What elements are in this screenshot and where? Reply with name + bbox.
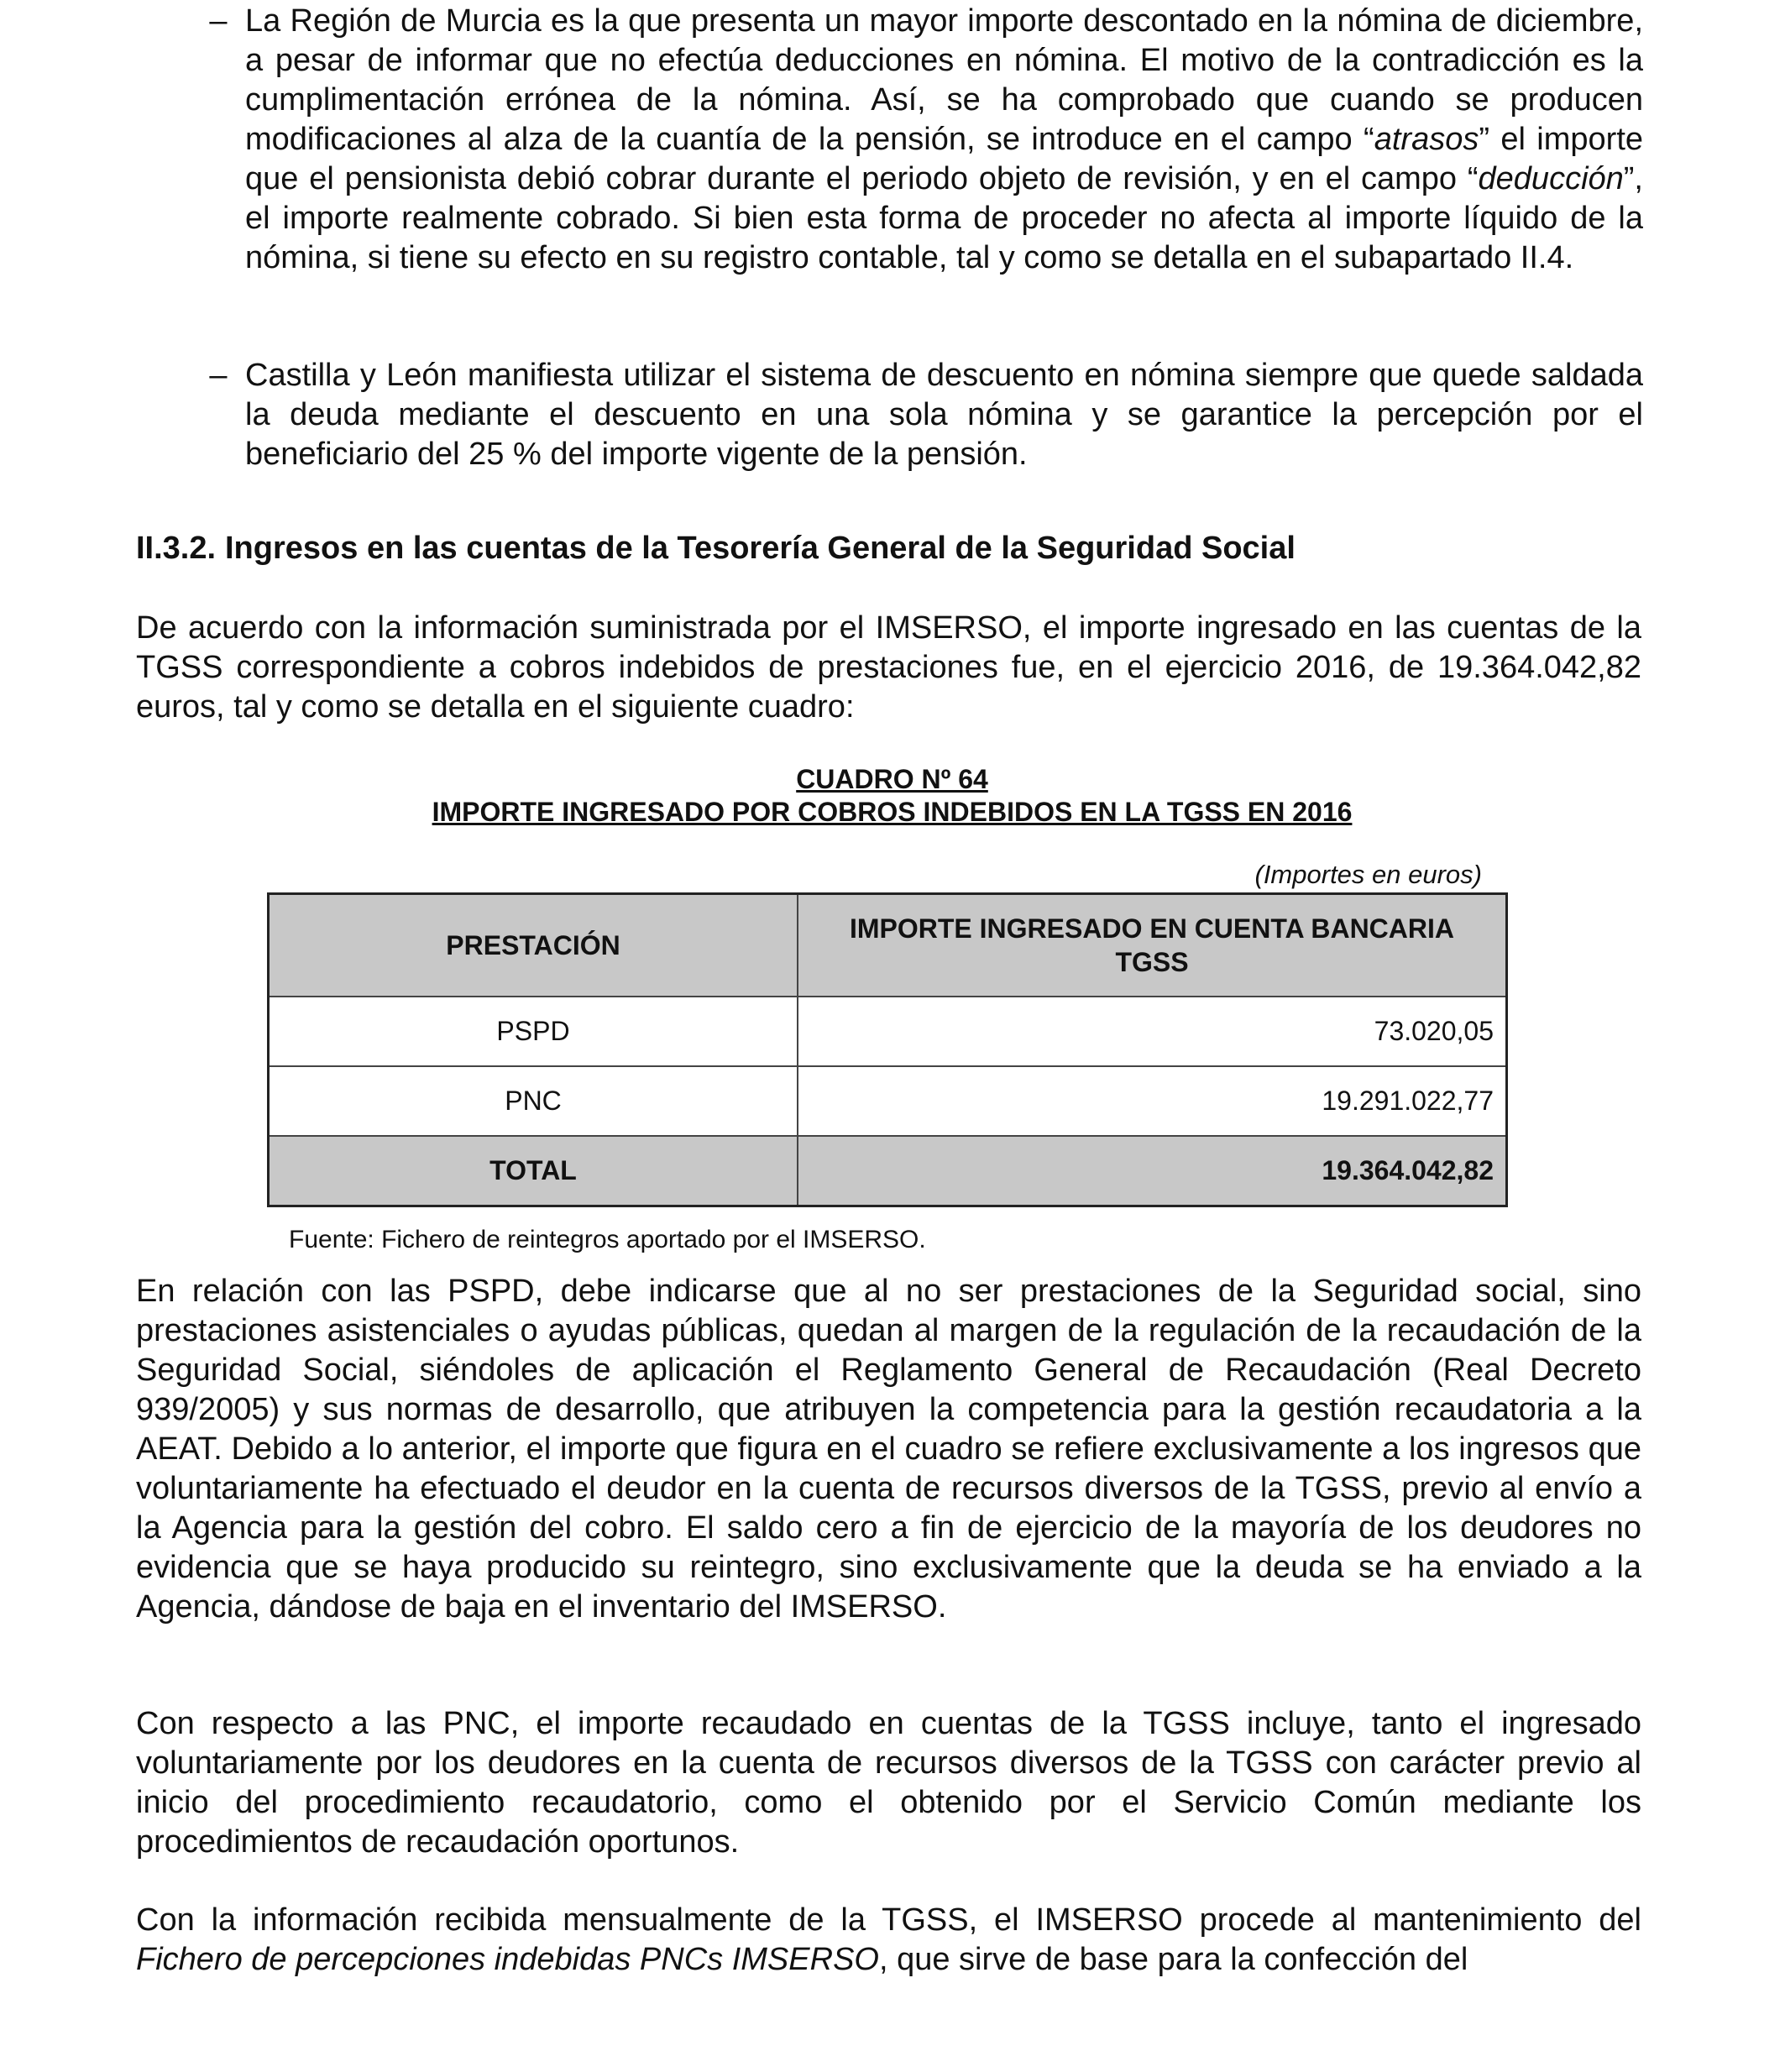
text-run: Castilla y León manifiesta utilizar el sistema de descuento en nómina siempre que quede saldada la deuda mediante el descuento en una sola nómina y se garantice la percepción por el beneficiario del 25 % del importe vigente de la pensión. — [245, 358, 1643, 472]
text-run: Con la información recibida mensualmente de la TGSS, el IMSERSO procede al mantenimiento del — [136, 1902, 1641, 1938]
section-number: II.3.2. — [136, 531, 217, 566]
paragraph-pspd — [136, 1272, 1641, 1627]
units-note: (Importes en euros) — [1254, 860, 1482, 889]
table-row — [269, 1066, 1507, 1136]
text-run-italic: atrasos — [1374, 122, 1479, 157]
section-heading — [136, 529, 1647, 568]
header-importe: IMPORTE INGRESADO EN CUENTA BANCARIA TGSS — [798, 894, 1507, 997]
text-run: ”, el importe realmente cobrado. Si bien esta forma de proceder no afecta al importe líquido de la nómina, si tiene su efecto en su registro contable, tal y como se detalla en el subapartado II.4. — [245, 161, 1643, 275]
row-label: PSPD — [269, 997, 798, 1066]
total-label: TOTAL — [269, 1136, 798, 1206]
paragraph-fichero — [136, 1901, 1641, 1980]
data-table — [267, 892, 1508, 1207]
bullet-text — [245, 356, 1643, 474]
header-prestacion: PRESTACIÓN — [269, 894, 798, 997]
dash-bullet: – — [209, 3, 228, 39]
text-run: Con respecto a las PNC, el importe recaudado en cuentas de la TGSS incluye, tanto el ingresado voluntariamente por los deudores en la cuenta de recursos diversos de la TGSS con carácter previo al inicio del procedimiento recaudatorio, como el obtenido por el Servicio Común mediante los procedimientos de recaudación oportunos. — [136, 1706, 1641, 1860]
table-header-row — [269, 894, 1507, 997]
paragraph-pnc — [136, 1704, 1641, 1862]
text-run-italic: deducción — [1478, 161, 1624, 196]
table-caption-title — [134, 795, 1650, 829]
text-run: , que sirve de base para la confección del — [878, 1942, 1468, 1977]
text-run: ” el importe que el pensionista debió cobrar durante el periodo objeto de revisión, y en el campo “ — [245, 122, 1644, 196]
dash-bullet: – — [209, 358, 228, 393]
table-total-row — [269, 1136, 1507, 1206]
intro-paragraph: De acuerdo con la información suministrada por el IMSERSO, el importe ingresado en las cuentas de la TGSS correspondiente a cobros indebidos de prestaciones fue, en el ejercicio 2016, de 19.364.042,82 euros, tal y como se detalla en el siguiente cuadro: — [136, 610, 1641, 725]
text-run: La Región de Murcia es la que presenta un mayor importe descontado en la nómina de diciembre, a pesar de informar que no efectúa deducciones en nómina. El motivo de la contradicción es la cumplimentación errónea de la nómina. Así, se ha comprobado que cuando se producen modificaciones al alza de la cuantía de la pensión, se introduce en el campo “ — [245, 3, 1643, 157]
caption-number-text: CUADRO Nº 64 — [796, 764, 988, 794]
table-source: Fuente: Fichero de reintegros aportado por el IMSERSO. — [289, 1226, 926, 1253]
text-run: En relación con las PSPD, debe indicarse que al no ser prestaciones de la Seguridad social, sino prestaciones asistenciales o ayudas públicas, quedan al margen de la regulación de la recaudación de la Seguridad Social, siéndoles de aplicación el Reglamento General de Recaudación (Real Decreto 939/2005) y sus normas de desarrollo, que atribuyen la competencia para la gestión recaudatoria a la AEAT. Debido a lo anterior, el importe que figura en el cuadro se refiere exclusivamente a los ingresos que voluntariamente ha efectuado el deudor en la cuenta de recursos diversos de la TGSS, previo al envío a la Agencia para la gestión del cobro. El saldo cero a fin de ejercicio de la mayoría de los deudores no evidencia que se haya producido su reintegro, sino exclusivamente que la deuda se ha enviado a la Agencia, dándose de baja en el inventario del IMSERSO. — [136, 1274, 1641, 1625]
total-value: 19.364.042,82 — [798, 1136, 1507, 1206]
table-row — [269, 997, 1507, 1066]
row-label: PNC — [269, 1066, 798, 1136]
row-value: 19.291.022,77 — [798, 1066, 1507, 1136]
caption-title-text: IMPORTE INGRESADO POR COBROS INDEBIDOS EN LA TGSS EN 2016 — [432, 797, 1353, 827]
text-run-italic: Fichero de percepciones indebidas PNCs IMSERSO — [136, 1942, 879, 1977]
row-value: 73.020,05 — [798, 997, 1507, 1066]
bullet-text — [245, 2, 1643, 278]
section-title: Ingresos en las cuentas de la Tesorería General de la Seguridad Social — [225, 531, 1296, 566]
table-caption-number — [134, 762, 1650, 796]
